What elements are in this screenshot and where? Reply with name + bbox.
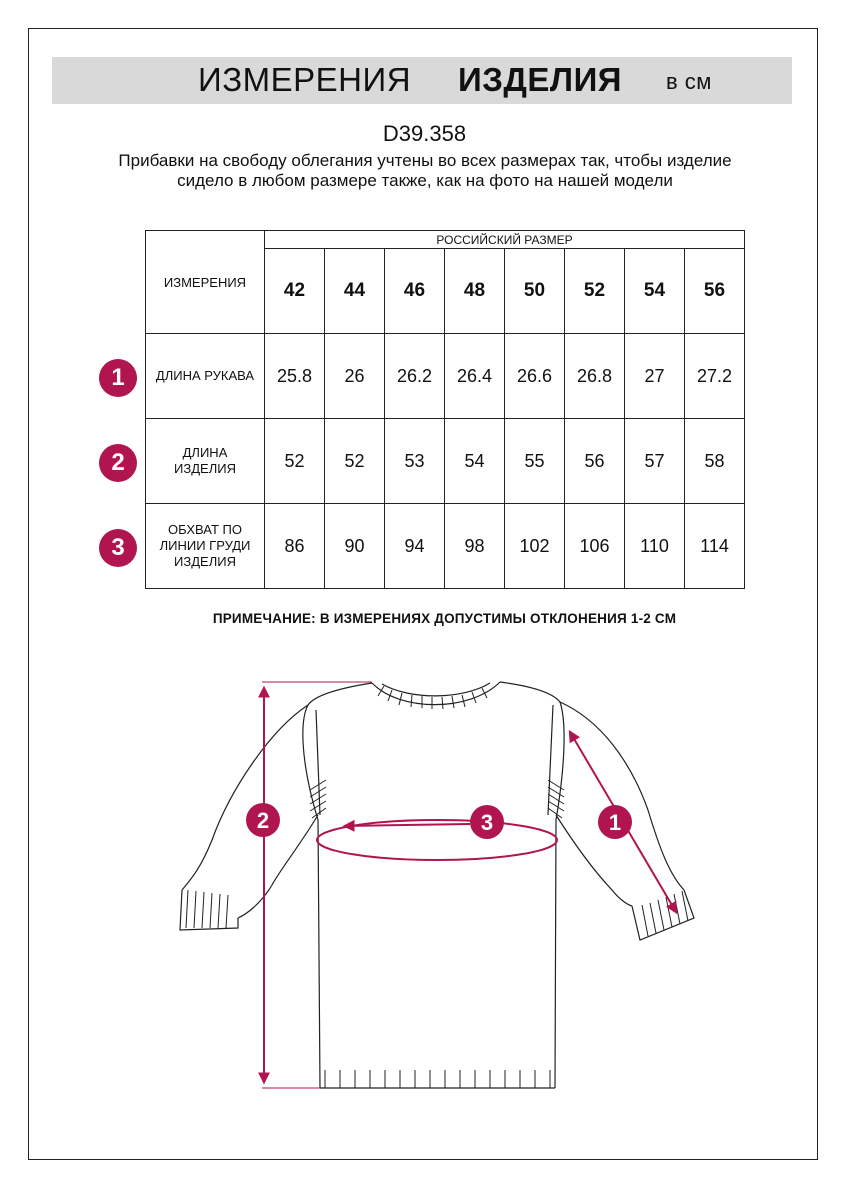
size-header: 44	[325, 249, 385, 334]
row-label-sleeve-length: ДЛИНА РУКАВА	[146, 334, 265, 419]
size-header: 52	[565, 249, 625, 334]
table-cell: 25.8	[265, 334, 325, 419]
row-label-chest-girth: ОБХВАТ ПО ЛИНИИ ГРУДИ ИЗДЕЛИЯ	[146, 504, 265, 589]
svg-text:3: 3	[480, 810, 494, 835]
size-header: 42	[265, 249, 325, 334]
table-cell: 26	[325, 334, 385, 419]
row-number-badge: 1	[99, 359, 137, 397]
table-cell: 58	[685, 419, 745, 504]
row-label-garment-length: ДЛИНА ИЗДЕЛИЯ	[146, 419, 265, 504]
table-cell: 54	[445, 419, 505, 504]
tolerance-note: ПРИМЕЧАНИЕ: В ИЗМЕРЕНИЯХ ДОПУСТИМЫ ОТКЛОНЕНИЯ 1-2 СМ	[212, 611, 677, 626]
table-cell: 90	[325, 504, 385, 589]
diagram-badge	[598, 805, 632, 839]
table-cell: 86	[265, 504, 325, 589]
page-title-part2: ИЗДЕЛИЯ	[458, 61, 623, 98]
diagram-badge	[470, 805, 504, 839]
garment-outline	[180, 682, 694, 1088]
cuff-ribbing	[186, 890, 688, 936]
size-header: 56	[685, 249, 745, 334]
svg-text:2: 2	[256, 808, 270, 833]
table-cell: 55	[505, 419, 565, 504]
diagram-badge	[246, 803, 280, 837]
table-cell: 26.6	[505, 334, 565, 419]
table-cell: 57	[625, 419, 685, 504]
table-cell: 114	[685, 504, 745, 589]
size-system-header: РОССИЙСКИЙ РАЗМЕР	[265, 231, 745, 249]
product-code: D39.358	[382, 121, 467, 146]
table-cell: 94	[385, 504, 445, 589]
table-cell: 106	[565, 504, 625, 589]
table-cell: 27	[625, 334, 685, 419]
table-cell: 27.2	[685, 334, 745, 419]
table-cell: 52	[265, 419, 325, 504]
measurement-lines	[262, 682, 676, 1088]
page-title-part1: ИЗМЕРЕНИЯ	[198, 61, 412, 98]
size-header: 46	[385, 249, 445, 334]
size-header: 50	[505, 249, 565, 334]
measurement-header: ИЗМЕРЕНИЯ	[146, 231, 265, 334]
table-cell: 26.2	[385, 334, 445, 419]
table-cell: 53	[385, 419, 445, 504]
hem-ribbing	[325, 1070, 550, 1088]
table-cell: 110	[625, 504, 685, 589]
table-cell: 102	[505, 504, 565, 589]
svg-text:1: 1	[608, 810, 622, 835]
table-cell: 26.8	[565, 334, 625, 419]
side-dart-hatch	[310, 780, 564, 818]
table-cell: 98	[445, 504, 505, 589]
row-number-badge: 3	[99, 529, 137, 567]
table-cell: 56	[565, 419, 625, 504]
size-header: 54	[625, 249, 685, 334]
table-cell: 52	[325, 419, 385, 504]
size-header: 48	[445, 249, 505, 334]
fit-description: Прибавки на свободу облегания учтены во всех размерах так, чтобы изделие сидело в любом размере также, как на фото на нашей модели	[118, 151, 732, 190]
row-number-badge: 2	[99, 444, 137, 482]
table-cell: 26.4	[445, 334, 505, 419]
unit-label: в см	[666, 69, 712, 94]
